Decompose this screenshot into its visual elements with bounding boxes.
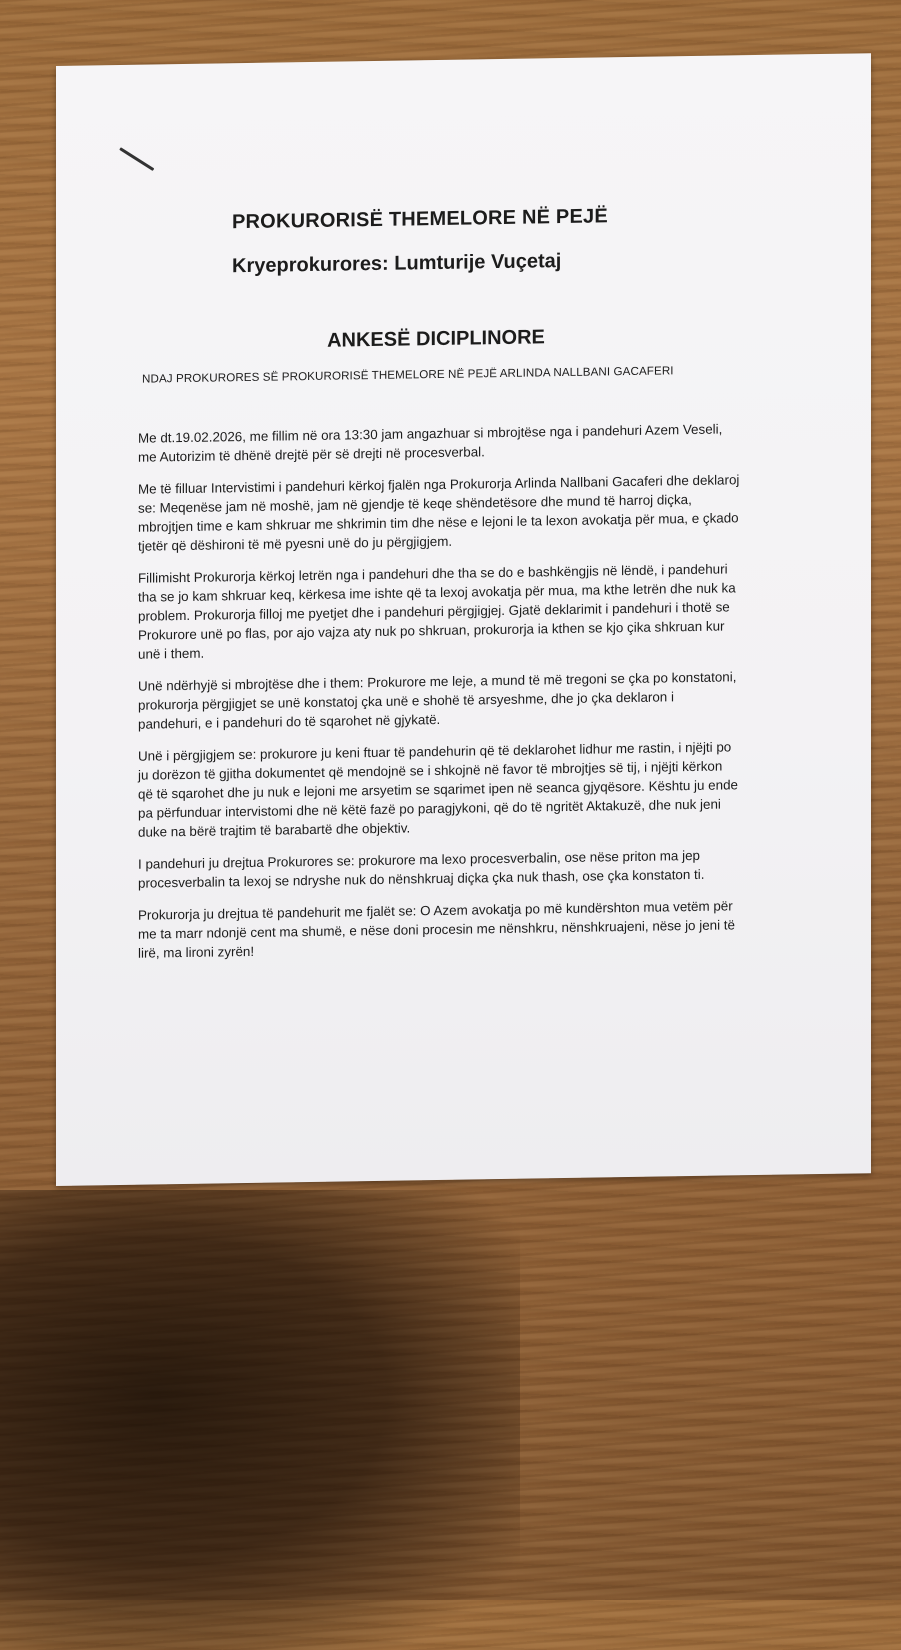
paragraph-3: Fillimisht Prokurorja kërkoj letrën nga i pandehuri dhe tha se do e bashkëngjis në lëndë, i pandehuri tha se jo kam shkruar keq, kërkesa ime ishte që ta lexoj avokatja për mua, ma kthe letrën dhe nuk ka problem. Prokurorja filloj me pyetjet dhe i pandehuri përgjigjej. Gjatë deklarimit i pandehuri i thotë se Prokurore unë po flas, por ajo vajza aty nuk po shkruan, prokurorja ia kthen se kjo çika shkruan kur unë i them.: [138, 561, 736, 662]
paragraph-6: I pandehuri ju drejtua Prokurores se: prokurore ma lexo procesverbalin, ose nëse priton ma jep procesverbalin ta lexoj se ndryshe nuk do nënshkruaj diçka çka nuk thash, ose çka konstaton ti.: [138, 847, 705, 891]
staple-mark: [119, 147, 154, 171]
paragraph-1: Me dt.19.02.2026, me fillim në ora 13:30 jam angazhuar si mbrojtëse nga i pandehuri Azem Veseli, me Autorizim të dhënë drejtë për së drejti në procesverbal.: [138, 421, 723, 465]
paragraph-7: Prokurorja ju drejtua të pandehurit me fjalët se: O Azem avokatja po më kundërshton mua vetëm për me ta marr ndonjë cent ma shumë, e nëse doni procesin me nënshkru, nënshkruajeni, nëse jo jeni të lirë, ma lironi zyrën!: [138, 898, 735, 961]
paragraph-2: Me të filluar Intervistimi i pandehuri kërkoj fjalën nga Prokurorja Arlinda Nallbani Gacaferi dhe deklaroj se: Meqenëse jam në moshë, jam në gjendje të keqe shëndetësore dhe mund të harroj diçka, mbrojtjen time e kam shkruar me shkrimin tim dhe nëse e lejoni le ta lexon avokatja për mua, e çkado tjetër që dëshironi të më pyesni unë do ju përgjigjem.: [138, 472, 740, 554]
document-subject: NDAJ PROKURORES SË PROKURORISË THEMELORE NË PEJË ARLINDA NALLBANI GACAFERI: [142, 364, 674, 386]
institution-header: PROKURORISË THEMELORE NË PEJË: [232, 205, 608, 234]
paragraph-5: Unë i përgjigjem se: prokurore ju keni ftuar të pandehurin që të deklarohet lidhur me rastin, i njëjti po ju dorëzon të gjitha dokumentet që mendojnë se i shkojnë në favor të mbrojtjes së tij, i njëjti kërkon që të sqarohet dhe ju nuk e lejoni me arsyetim se sqarimet ipen në seanca gjyqësore. Kështu ju ende pa përfunduar intervistomi dhe në këtë fazë po paragjykoni, që do të ngritët Aktakuzë, dhe nuk jeni duke na bërë trajtim të barabartë dhe objektiv.: [138, 739, 738, 840]
document-body: [138, 419, 740, 975]
document-title: ANKESË DICIPLINORE: [327, 326, 545, 352]
chief-prosecutor-line: Kryeprokurores: Lumturije Vuçetaj: [232, 250, 562, 278]
document-page: [56, 53, 871, 1186]
paragraph-4: Unë ndërhyjë si mbrojtëse dhe i them: Prokurore me leje, a mund të më tregoni se çka po konstatoni, prokurorja përgjigjet se unë konstatoj çka unë e shohë të arsyeshme, dhe jo çka deklaron i pandehuri, e i pandehuri do të sqarohet në gjykatë.: [138, 669, 737, 732]
hand-shadow: [0, 1190, 520, 1650]
